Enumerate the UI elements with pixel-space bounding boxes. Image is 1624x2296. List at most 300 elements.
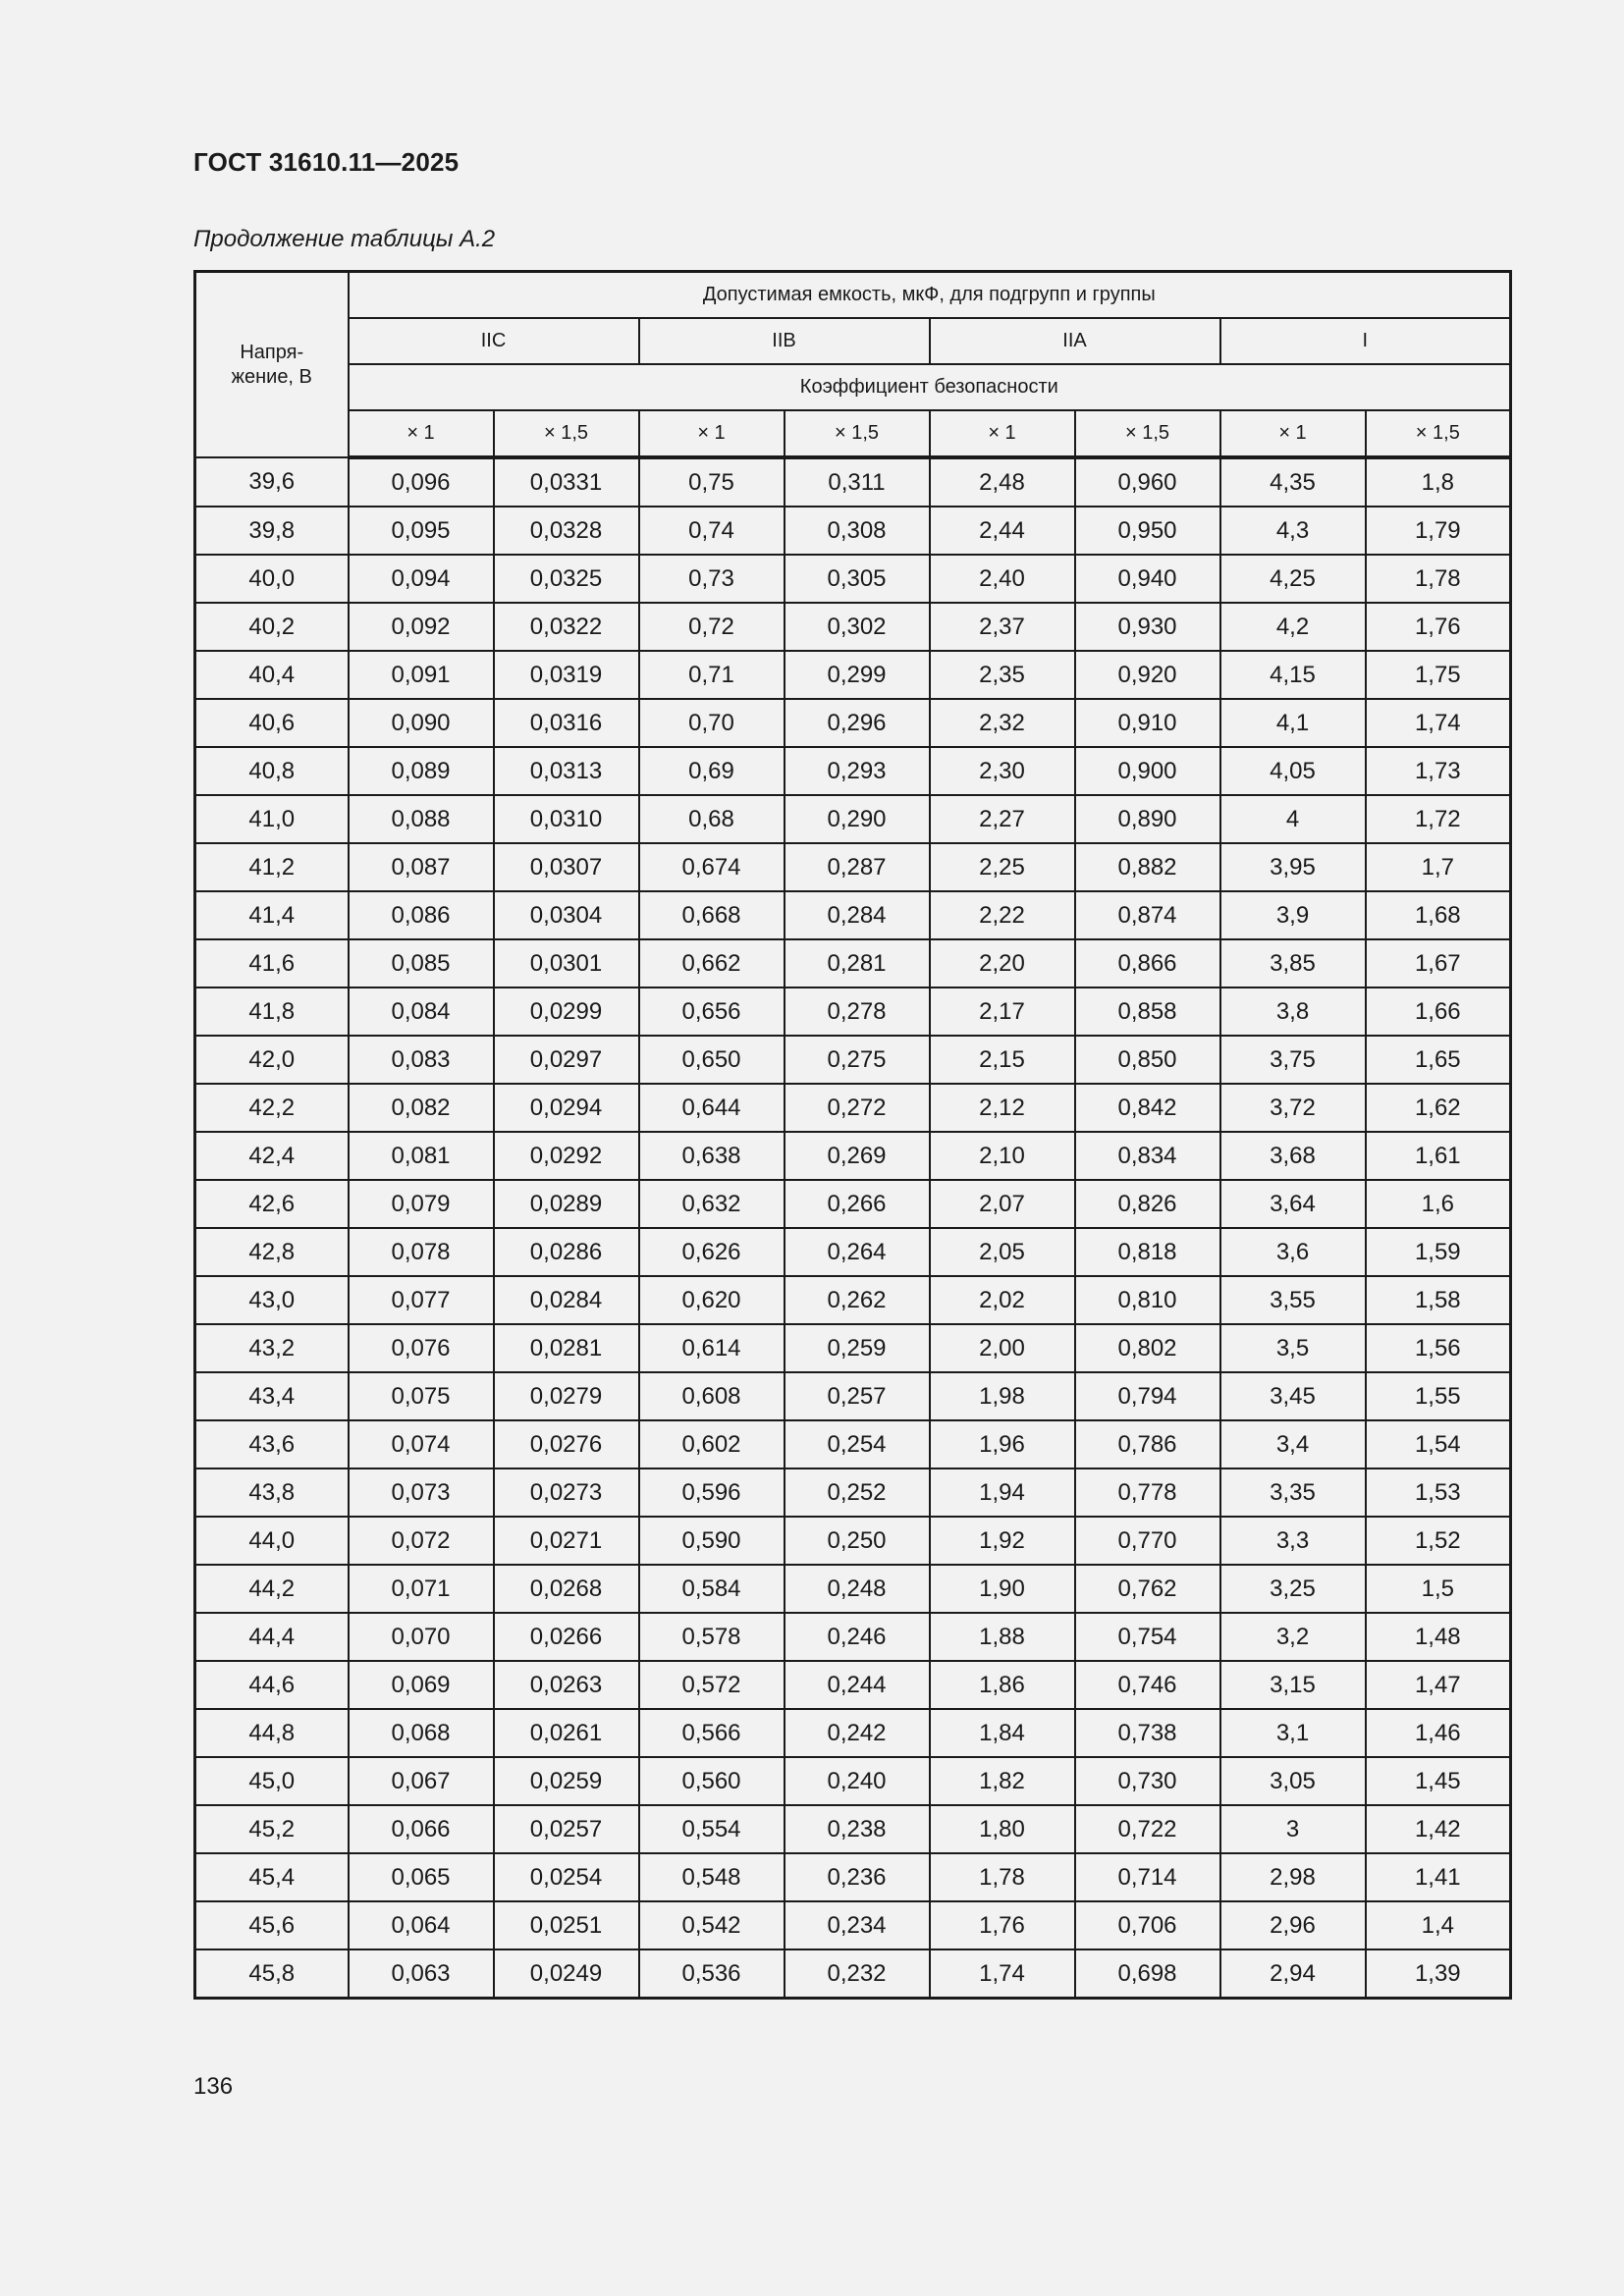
- capacity-cell: 0,081: [349, 1132, 494, 1180]
- capacity-cell: 0,746: [1075, 1661, 1220, 1709]
- table-row: [195, 1565, 1511, 1613]
- capacity-cell: 0,0328: [494, 507, 639, 555]
- capacity-cell: 0,0286: [494, 1228, 639, 1276]
- group-header-iic: IIC: [349, 318, 639, 364]
- table-head: [195, 272, 1511, 458]
- capacity-cell: 0,240: [785, 1757, 930, 1805]
- capacity-cell: 1,45: [1366, 1757, 1511, 1805]
- capacity-cell: 1,54: [1366, 1420, 1511, 1468]
- capacity-cell: 0,730: [1075, 1757, 1220, 1805]
- voltage-cell: 45,4: [195, 1853, 349, 1901]
- capacity-cell: 0,738: [1075, 1709, 1220, 1757]
- voltage-cell: 44,0: [195, 1517, 349, 1565]
- capacity-cell: 2,48: [930, 457, 1075, 507]
- capacity-cell: 3,45: [1220, 1372, 1366, 1420]
- capacity-cell: 1,59: [1366, 1228, 1511, 1276]
- capacity-cell: 1,74: [1366, 699, 1511, 747]
- capacity-cell: 0,075: [349, 1372, 494, 1420]
- capacity-cell: 0,0307: [494, 843, 639, 891]
- capacity-cell: 0,248: [785, 1565, 930, 1613]
- table-row: [195, 843, 1511, 891]
- voltage-cell: 44,6: [195, 1661, 349, 1709]
- table-row: [195, 988, 1511, 1036]
- capacity-cell: 3,8: [1220, 988, 1366, 1036]
- capacity-cell: 0,858: [1075, 988, 1220, 1036]
- capacity-cell: 0,662: [639, 939, 785, 988]
- capacity-cell: 0,572: [639, 1661, 785, 1709]
- table-row: [195, 1084, 1511, 1132]
- capacity-cell: 0,305: [785, 555, 930, 603]
- capacity-cell: 1,73: [1366, 747, 1511, 795]
- capacity-cell: 4,15: [1220, 651, 1366, 699]
- capacity-cell: 0,096: [349, 457, 494, 507]
- capacity-cell: 0,078: [349, 1228, 494, 1276]
- factors-header-row: [195, 410, 1511, 457]
- capacity-cell: 0,75: [639, 457, 785, 507]
- capacity-cell: 0,083: [349, 1036, 494, 1084]
- capacity-cell: 1,65: [1366, 1036, 1511, 1084]
- capacity-cell: 3,75: [1220, 1036, 1366, 1084]
- capacity-cell: 2,20: [930, 939, 1075, 988]
- table-row: [195, 1372, 1511, 1420]
- capacity-cell: 0,620: [639, 1276, 785, 1324]
- capacity-cell: 1,74: [930, 1949, 1075, 1999]
- voltage-cell: 39,6: [195, 457, 349, 507]
- table-row: [195, 457, 1511, 507]
- voltage-cell: 44,8: [195, 1709, 349, 1757]
- capacity-cell: 0,0271: [494, 1517, 639, 1565]
- safety-factor-cell: × 1: [1220, 410, 1366, 457]
- capacity-cell: 0,0268: [494, 1565, 639, 1613]
- capacity-cell: 0,070: [349, 1613, 494, 1661]
- capacity-cell: 0,085: [349, 939, 494, 988]
- capacity-cell: 0,818: [1075, 1228, 1220, 1276]
- capacity-cell: 0,066: [349, 1805, 494, 1853]
- document-standard-header: ГОСТ 31610.11—2025: [193, 147, 460, 177]
- capacity-cell: 0,706: [1075, 1901, 1220, 1949]
- capacity-cell: 2,17: [930, 988, 1075, 1036]
- capacity-cell: 0,644: [639, 1084, 785, 1132]
- capacity-cell: 1,75: [1366, 651, 1511, 699]
- capacity-cell: 0,0319: [494, 651, 639, 699]
- page-number: 136: [193, 2073, 234, 2100]
- capacity-cell: 0,794: [1075, 1372, 1220, 1420]
- voltage-cell: 41,0: [195, 795, 349, 843]
- capacity-cell: 0,960: [1075, 457, 1220, 507]
- capacity-cell: 0,067: [349, 1757, 494, 1805]
- capacity-cell: 1,90: [930, 1565, 1075, 1613]
- table-row: [195, 1180, 1511, 1228]
- capacity-cell: 2,30: [930, 747, 1075, 795]
- capacity-cell: 0,086: [349, 891, 494, 939]
- capacity-cell: 1,47: [1366, 1661, 1511, 1709]
- capacity-cell: 2,07: [930, 1180, 1075, 1228]
- capacity-cell: 0,920: [1075, 651, 1220, 699]
- voltage-cell: 44,2: [195, 1565, 349, 1613]
- capacity-cell: 0,0254: [494, 1853, 639, 1901]
- capacity-cell: 1,56: [1366, 1324, 1511, 1372]
- voltage-cell: 40,8: [195, 747, 349, 795]
- capacity-cell: 0,244: [785, 1661, 930, 1709]
- capacity-cell: 0,70: [639, 699, 785, 747]
- voltage-column-header: [195, 272, 349, 458]
- capacity-cell: 1,98: [930, 1372, 1075, 1420]
- capacity-cell: 2,37: [930, 603, 1075, 651]
- capacity-cell: 1,48: [1366, 1613, 1511, 1661]
- capacity-cell: 0,293: [785, 747, 930, 795]
- voltage-cell: 45,0: [195, 1757, 349, 1805]
- table-row: [195, 1805, 1511, 1853]
- capacity-cell: 1,41: [1366, 1853, 1511, 1901]
- capacity-cell: 3,9: [1220, 891, 1366, 939]
- voltage-cell: 45,8: [195, 1949, 349, 1999]
- capacity-cell: 3,95: [1220, 843, 1366, 891]
- table-row: [195, 1420, 1511, 1468]
- capacity-cell: 0,311: [785, 457, 930, 507]
- capacity-cell: 0,254: [785, 1420, 930, 1468]
- group-header-iia: IIA: [930, 318, 1220, 364]
- capacity-cell: 2,44: [930, 507, 1075, 555]
- capacity-cell: 0,074: [349, 1420, 494, 1468]
- voltage-cell: 43,4: [195, 1372, 349, 1420]
- capacity-cell: 1,67: [1366, 939, 1511, 988]
- capacity-cell: 1,6: [1366, 1180, 1511, 1228]
- table-caption: Продолжение таблицы А.2: [193, 226, 496, 252]
- table-row: [195, 1132, 1511, 1180]
- capacity-cell: 0,0292: [494, 1132, 639, 1180]
- safety-factor-cell: × 1,5: [1366, 410, 1511, 457]
- capacity-cell: 0,257: [785, 1372, 930, 1420]
- capacity-cell: 1,42: [1366, 1805, 1511, 1853]
- capacity-cell: 4,25: [1220, 555, 1366, 603]
- capacity-cell: 2,12: [930, 1084, 1075, 1132]
- capacity-cell: 0,082: [349, 1084, 494, 1132]
- capacity-cell: 0,0322: [494, 603, 639, 651]
- capacity-cell: 0,762: [1075, 1565, 1220, 1613]
- capacity-cell: 0,930: [1075, 603, 1220, 651]
- capacity-cell: 0,674: [639, 843, 785, 891]
- table-row: [195, 1853, 1511, 1901]
- capacity-cell: 0,698: [1075, 1949, 1220, 1999]
- capacity-cell: 0,287: [785, 843, 930, 891]
- capacity-cell: 0,560: [639, 1757, 785, 1805]
- capacity-cell: 1,92: [930, 1517, 1075, 1565]
- capacity-cell: 0,0284: [494, 1276, 639, 1324]
- capacity-cell: 0,778: [1075, 1468, 1220, 1517]
- capacity-cell: 0,0297: [494, 1036, 639, 1084]
- capacity-cell: 0,088: [349, 795, 494, 843]
- voltage-cell: 44,4: [195, 1613, 349, 1661]
- capacity-cell: 3,64: [1220, 1180, 1366, 1228]
- capacity-cell: 0,754: [1075, 1613, 1220, 1661]
- table-row: [195, 747, 1511, 795]
- capacity-cell: 1,80: [930, 1805, 1075, 1853]
- table-row: [195, 1468, 1511, 1517]
- capacity-cell: 0,275: [785, 1036, 930, 1084]
- voltage-cell: 42,2: [195, 1084, 349, 1132]
- capacity-cell: 2,96: [1220, 1901, 1366, 1949]
- capacity-cell: 0,950: [1075, 507, 1220, 555]
- capacity-cell: 0,072: [349, 1517, 494, 1565]
- capacity-cell: 0,548: [639, 1853, 785, 1901]
- table-row: [195, 1228, 1511, 1276]
- capacity-cell: 0,269: [785, 1132, 930, 1180]
- capacity-cell: 0,650: [639, 1036, 785, 1084]
- capacity-cell: 0,0273: [494, 1468, 639, 1517]
- capacity-cell: 0,584: [639, 1565, 785, 1613]
- groups-header-row: [195, 318, 1511, 364]
- capacity-cell: 0,770: [1075, 1517, 1220, 1565]
- capacity-cell: 0,73: [639, 555, 785, 603]
- capacity-cell: 1,94: [930, 1468, 1075, 1517]
- capacity-cell: 0,714: [1075, 1853, 1220, 1901]
- capacity-cell: 0,900: [1075, 747, 1220, 795]
- capacity-cell: 4: [1220, 795, 1366, 843]
- capacity-cell: 0,084: [349, 988, 494, 1036]
- voltage-cell: 43,0: [195, 1276, 349, 1324]
- table-row: [195, 891, 1511, 939]
- table-row: [195, 939, 1511, 988]
- group-header-iib: IIB: [639, 318, 930, 364]
- capacity-cell: 3: [1220, 1805, 1366, 1853]
- capacity-cell: 0,0294: [494, 1084, 639, 1132]
- voltage-cell: 42,8: [195, 1228, 349, 1276]
- capacity-cell: 0,542: [639, 1901, 785, 1949]
- capacity-cell: 3,85: [1220, 939, 1366, 988]
- capacity-cell: 0,250: [785, 1517, 930, 1565]
- capacity-cell: 3,15: [1220, 1661, 1366, 1709]
- capacity-cell: 0,064: [349, 1901, 494, 1949]
- capacity-cell: 0,079: [349, 1180, 494, 1228]
- capacity-cell: 1,53: [1366, 1468, 1511, 1517]
- capacity-cell: 0,722: [1075, 1805, 1220, 1853]
- table-row: [195, 603, 1511, 651]
- capacity-cell: 0,071: [349, 1565, 494, 1613]
- capacity-cell: 0,0249: [494, 1949, 639, 1999]
- capacity-cell: 0,0261: [494, 1709, 639, 1757]
- capacity-header: Допустимая емкость, мкФ, для подгрупп и группы: [349, 272, 1511, 319]
- capacity-cell: 0,0301: [494, 939, 639, 988]
- capacity-cell: 0,232: [785, 1949, 930, 1999]
- capacity-cell: 3,05: [1220, 1757, 1366, 1805]
- capacity-cell: 0,614: [639, 1324, 785, 1372]
- capacity-table-container: [193, 270, 1509, 2000]
- capacity-cell: 0,0263: [494, 1661, 639, 1709]
- capacity-cell: 0,810: [1075, 1276, 1220, 1324]
- capacity-cell: 0,850: [1075, 1036, 1220, 1084]
- capacity-cell: 0,296: [785, 699, 930, 747]
- capacity-cell: 3,68: [1220, 1132, 1366, 1180]
- capacity-cell: 0,940: [1075, 555, 1220, 603]
- capacity-cell: 0,596: [639, 1468, 785, 1517]
- capacity-cell: 0,834: [1075, 1132, 1220, 1180]
- capacity-cell: 0,290: [785, 795, 930, 843]
- capacity-cell: 2,94: [1220, 1949, 1366, 1999]
- capacity-cell: 0,063: [349, 1949, 494, 1999]
- capacity-cell: 1,96: [930, 1420, 1075, 1468]
- capacity-cell: 0,786: [1075, 1420, 1220, 1468]
- capacity-cell: 0,802: [1075, 1324, 1220, 1372]
- capacity-cell: 1,79: [1366, 507, 1511, 555]
- capacity-cell: 2,40: [930, 555, 1075, 603]
- capacity-cell: 0,0313: [494, 747, 639, 795]
- capacity-cell: 0,0251: [494, 1901, 639, 1949]
- capacity-cell: 0,882: [1075, 843, 1220, 891]
- capacity-cell: 1,72: [1366, 795, 1511, 843]
- capacity-cell: 0,0276: [494, 1420, 639, 1468]
- capacity-cell: 0,087: [349, 843, 494, 891]
- capacity-cell: 0,266: [785, 1180, 930, 1228]
- capacity-cell: 1,78: [930, 1853, 1075, 1901]
- capacity-cell: 2,10: [930, 1132, 1075, 1180]
- capacity-cell: 0,065: [349, 1853, 494, 1901]
- capacity-cell: 0,74: [639, 507, 785, 555]
- capacity-cell: 1,46: [1366, 1709, 1511, 1757]
- capacity-cell: 0,71: [639, 651, 785, 699]
- safety-factor-cell: × 1: [349, 410, 494, 457]
- capacity-cell: 0,68: [639, 795, 785, 843]
- capacity-cell: 0,090: [349, 699, 494, 747]
- voltage-cell: 43,2: [195, 1324, 349, 1372]
- table-row: [195, 651, 1511, 699]
- voltage-cell: 41,6: [195, 939, 349, 988]
- capacity-cell: 0,69: [639, 747, 785, 795]
- capacity-cell: 0,578: [639, 1613, 785, 1661]
- capacity-cell: 0,091: [349, 651, 494, 699]
- capacity-cell: 1,62: [1366, 1084, 1511, 1132]
- safety-factor-cell: × 1: [930, 410, 1075, 457]
- capacity-cell: 1,55: [1366, 1372, 1511, 1420]
- capacity-cell: 0,234: [785, 1901, 930, 1949]
- capacity-cell: 0,910: [1075, 699, 1220, 747]
- capacity-cell: 0,094: [349, 555, 494, 603]
- capacity-cell: 3,6: [1220, 1228, 1366, 1276]
- table-row: [195, 1901, 1511, 1949]
- safety-factor-cell: × 1,5: [785, 410, 930, 457]
- capacity-cell: 3,55: [1220, 1276, 1366, 1324]
- voltage-cell: 39,8: [195, 507, 349, 555]
- voltage-cell: 42,6: [195, 1180, 349, 1228]
- capacity-cell: 1,8: [1366, 457, 1511, 507]
- capacity-cell: 0,0281: [494, 1324, 639, 1372]
- capacity-cell: 0,0325: [494, 555, 639, 603]
- capacity-cell: 1,52: [1366, 1517, 1511, 1565]
- voltage-cell: 40,2: [195, 603, 349, 651]
- capacity-cell: 0,0299: [494, 988, 639, 1036]
- table-row: [195, 1517, 1511, 1565]
- capacity-cell: 0,656: [639, 988, 785, 1036]
- table-row: [195, 555, 1511, 603]
- capacity-cell: 0,069: [349, 1661, 494, 1709]
- capacity-cell: 0,0331: [494, 457, 639, 507]
- capacity-cell: 3,5: [1220, 1324, 1366, 1372]
- capacity-cell: 0,073: [349, 1468, 494, 1517]
- capacity-cell: 0,0266: [494, 1613, 639, 1661]
- capacity-cell: 2,98: [1220, 1853, 1366, 1901]
- capacity-cell: 0,095: [349, 507, 494, 555]
- capacity-cell: 2,02: [930, 1276, 1075, 1324]
- voltage-cell: 42,0: [195, 1036, 349, 1084]
- capacity-cell: 0,242: [785, 1709, 930, 1757]
- capacity-cell: 1,4: [1366, 1901, 1511, 1949]
- capacity-cell: 1,88: [930, 1613, 1075, 1661]
- capacity-cell: 0,632: [639, 1180, 785, 1228]
- capacity-cell: 4,2: [1220, 603, 1366, 651]
- capacity-cell: 1,76: [1366, 603, 1511, 651]
- capacity-cell: 0,0316: [494, 699, 639, 747]
- table-row: [195, 1276, 1511, 1324]
- capacity-cell: 0,077: [349, 1276, 494, 1324]
- capacity-cell: 0,0310: [494, 795, 639, 843]
- capacity-cell: 0,890: [1075, 795, 1220, 843]
- capacity-cell: 4,35: [1220, 457, 1366, 507]
- capacity-cell: 0,608: [639, 1372, 785, 1420]
- capacity-cell: 0,089: [349, 747, 494, 795]
- capacity-cell: 0,272: [785, 1084, 930, 1132]
- table-row: [195, 507, 1511, 555]
- capacity-cell: 2,00: [930, 1324, 1075, 1372]
- voltage-cell: 41,8: [195, 988, 349, 1036]
- capacity-cell: 0,668: [639, 891, 785, 939]
- capacity-cell: 2,32: [930, 699, 1075, 747]
- table-row: [195, 795, 1511, 843]
- capacity-cell: 3,25: [1220, 1565, 1366, 1613]
- voltage-cell: 45,2: [195, 1805, 349, 1853]
- table-row: [195, 699, 1511, 747]
- capacity-cell: 1,78: [1366, 555, 1511, 603]
- capacity-cell: 0,602: [639, 1420, 785, 1468]
- capacity-cell: 2,25: [930, 843, 1075, 891]
- capacity-cell: 2,27: [930, 795, 1075, 843]
- capacity-cell: 0,252: [785, 1468, 930, 1517]
- capacity-table: [193, 270, 1512, 2000]
- table-row: [195, 1613, 1511, 1661]
- capacity-cell: 2,05: [930, 1228, 1075, 1276]
- voltage-cell: 41,4: [195, 891, 349, 939]
- capacity-cell: 0,626: [639, 1228, 785, 1276]
- capacity-cell: 3,2: [1220, 1613, 1366, 1661]
- capacity-cell: 0,72: [639, 603, 785, 651]
- voltage-cell: 43,8: [195, 1468, 349, 1517]
- group-header-i: I: [1220, 318, 1511, 364]
- capacity-cell: 0,0257: [494, 1805, 639, 1853]
- capacity-cell: 1,86: [930, 1661, 1075, 1709]
- capacity-cell: 0,0289: [494, 1180, 639, 1228]
- capacity-cell: 3,3: [1220, 1517, 1366, 1565]
- capacity-cell: 0,246: [785, 1613, 930, 1661]
- voltage-cell: 43,6: [195, 1420, 349, 1468]
- capacity-cell: 4,1: [1220, 699, 1366, 747]
- capacity-cell: 0,092: [349, 603, 494, 651]
- voltage-cell: 45,6: [195, 1901, 349, 1949]
- capacity-cell: 0,076: [349, 1324, 494, 1372]
- capacity-cell: 3,72: [1220, 1084, 1366, 1132]
- voltage-header-line-1: Напря-: [240, 341, 304, 363]
- capacity-cell: 1,58: [1366, 1276, 1511, 1324]
- capacity-cell: 0,259: [785, 1324, 930, 1372]
- capacity-cell: 1,68: [1366, 891, 1511, 939]
- table-row: [195, 1661, 1511, 1709]
- capacity-cell: 2,22: [930, 891, 1075, 939]
- capacity-cell: 0,278: [785, 988, 930, 1036]
- capacity-cell: 0,238: [785, 1805, 930, 1853]
- capacity-cell: 1,7: [1366, 843, 1511, 891]
- capacity-cell: 1,5: [1366, 1565, 1511, 1613]
- capacity-cell: 0,638: [639, 1132, 785, 1180]
- safety-factor-cell: × 1,5: [494, 410, 639, 457]
- capacity-cell: 4,3: [1220, 507, 1366, 555]
- capacity-cell: 0,068: [349, 1709, 494, 1757]
